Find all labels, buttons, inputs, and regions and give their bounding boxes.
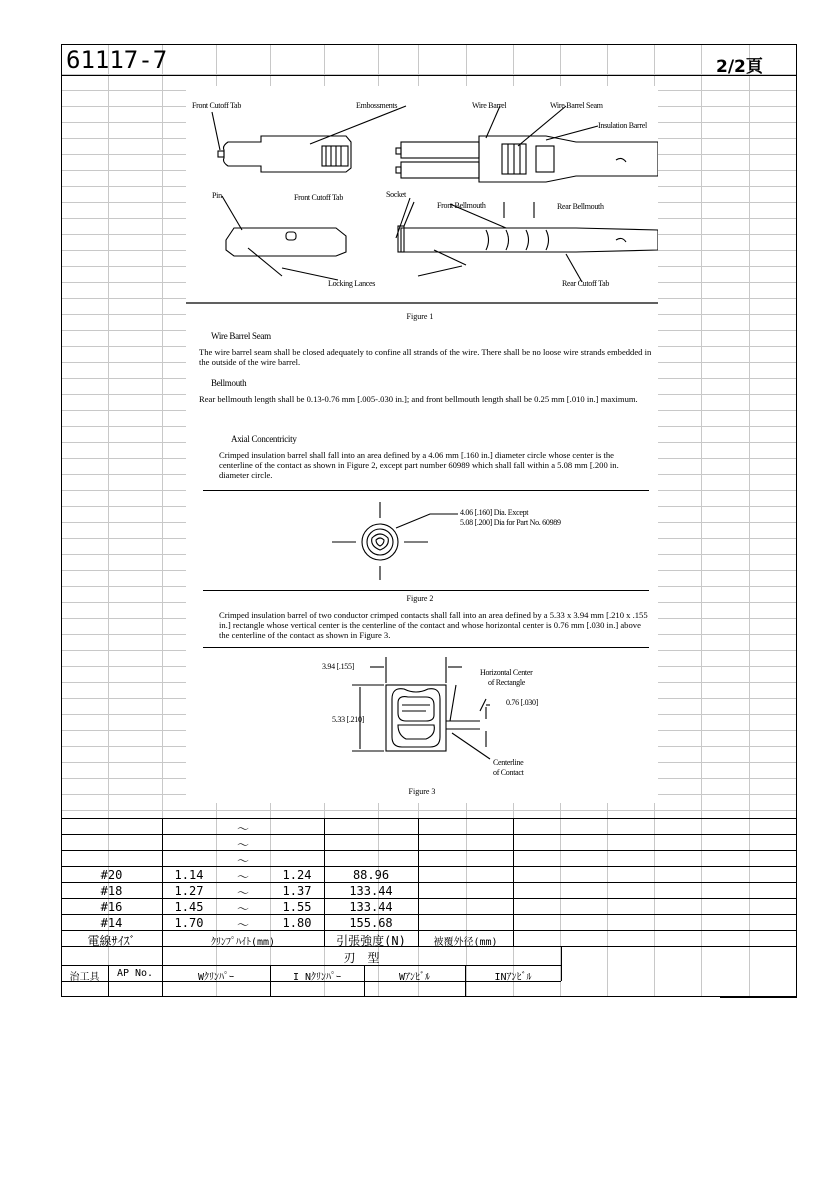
label-front-cutoff-tab-2: Front Cutoff Tab <box>294 193 344 202</box>
die-in-anvil: INｱﾝﾋﾞﾙ <box>494 972 532 983</box>
crimp-min: 1.27 <box>174 884 204 898</box>
figure2-label-1: 4.06 [.160] Dia. Except <box>460 508 529 517</box>
die-title: 刃 型 <box>343 951 380 965</box>
label-embossments: Embossments <box>356 101 398 110</box>
figure2-label-2: 5.08 [.200] Dia for Part No. 60989 <box>460 518 561 527</box>
header-insulation-od: 被覆外径(mm) <box>433 937 498 948</box>
crimp-max: 1.37 <box>282 884 312 898</box>
figure3-height-label: 5.33 [.210] <box>332 715 365 724</box>
axial-concentricity-heading: Axial Concentricity <box>231 434 297 444</box>
wire-size: #16 <box>100 900 123 914</box>
bellmouth-text: Rear bellmouth length shall be 0.13-0.76 mm [.005-.030 in.]; and front bellmouth length shall be 0.25 mm [.010 in.] maximum. <box>199 394 638 404</box>
crimp-min: 1.70 <box>174 916 204 930</box>
figure3-centerline-label-1: Centerline <box>493 758 524 767</box>
die-jig: 治工具 <box>69 972 100 983</box>
wire-barrel-seam-heading: Wire Barrel Seam <box>211 331 271 341</box>
figure1-caption: Figure 1 <box>406 312 434 321</box>
tensile-strength: 88.96 <box>352 868 390 882</box>
two-conductor-text: Crimped insulation barrel of two conductor crimped contacts shall fall into an area defined by a 5.33 x 3.94 mm [.210 x .155 in.] rectangle whose vertical center is the centerline of the contact and whose horizontal center is 0.76 mm [.030 in.] above the centerline of the contact as shown in Figure 3. <box>219 610 648 640</box>
wire-size: #18 <box>100 884 123 898</box>
crimp-max: 1.55 <box>282 900 312 914</box>
figure3-centerline-label-2: of Contact <box>493 768 524 777</box>
figure3-hcenter-label-1: Horizontal Center <box>480 668 533 677</box>
crimp-min: 1.45 <box>174 900 204 914</box>
label-socket: Socket <box>386 190 406 199</box>
tilde: ～ <box>236 822 249 836</box>
tensile-strength: 133.44 <box>349 900 393 914</box>
bellmouth-heading: Bellmouth <box>211 378 247 388</box>
die-w-anvil: Wｱﾝﾋﾞﾙ <box>398 972 431 983</box>
header-crimp-height: ｸﾘﾝﾌﾟﾊｲﾄ(mm) <box>210 937 276 948</box>
tilde: ～ <box>236 854 249 868</box>
figure2-caption: Figure 2 <box>406 594 434 603</box>
figure3-offset-label: 0.76 [.030] <box>506 698 539 707</box>
label-front-cutoff-tab: Front Cutoff Tab <box>192 101 242 110</box>
label-pin: Pin <box>212 191 222 200</box>
die-in-crimper: I Nｸﾘﾝﾊﾟｰ <box>292 972 342 983</box>
label-front-bellmouth: Front Bellmouth <box>437 201 486 210</box>
label-wire-barrel-seam: Wire Barrel Seam <box>550 101 603 110</box>
die-ap-no: AP No. <box>116 968 154 979</box>
figure3-width-label: 3.94 [.155] <box>322 662 355 671</box>
figure3-hcenter-label-2: of Rectangle <box>488 678 526 687</box>
tensile-strength: 155.68 <box>349 916 393 930</box>
crimp-min: 1.14 <box>174 868 204 882</box>
header-wire-size: 電線ｻｲｽﾞ <box>87 934 136 948</box>
figure3-caption: Figure 3 <box>408 787 436 796</box>
document-number: 61117-7 <box>66 46 168 74</box>
wire-size: #14 <box>100 916 123 930</box>
crimp-max: 1.80 <box>282 916 312 930</box>
tensile-strength: 133.44 <box>349 884 393 898</box>
axial-concentricity-text: Crimped insulation barrel shall fall into an area defined by a 4.06 mm [.160 in.] diameter circle whose center is the centerline of the contact as shown in Figure 2, except part number 60989 which shall fall within a 5.08 mm [.200 in. diameter circle. <box>219 450 619 480</box>
tilde: ～ <box>236 918 249 932</box>
label-wire-barrel: Wire Barrel <box>472 101 507 110</box>
crimp-max: 1.24 <box>282 868 312 882</box>
tilde: ～ <box>236 902 249 916</box>
wire-barrel-seam-text: The wire barrel seam shall be closed adequately to confine all strands of the wire. There shall be no loose wire strands embedded in the outside of the wire barrel. <box>199 347 652 367</box>
page-number: 2/2頁 <box>716 57 763 77</box>
wire-size: #20 <box>100 868 123 882</box>
label-locking-lances: Locking Lances <box>328 279 376 288</box>
header-tensile: 引張強度(N) <box>336 934 406 948</box>
tilde: ～ <box>236 838 249 852</box>
label-rear-cutoff-tab: Rear Cutoff Tab <box>562 279 610 288</box>
tilde: ～ <box>236 886 249 900</box>
label-rear-bellmouth: Rear Bellmouth <box>557 202 604 211</box>
figure1-drawing <box>186 90 658 305</box>
tilde: ～ <box>236 870 249 884</box>
label-insulation-barrel: Insulation Barrel <box>598 121 647 130</box>
die-w-crimper: Wｸﾘﾝﾊﾟｰ <box>197 972 235 983</box>
